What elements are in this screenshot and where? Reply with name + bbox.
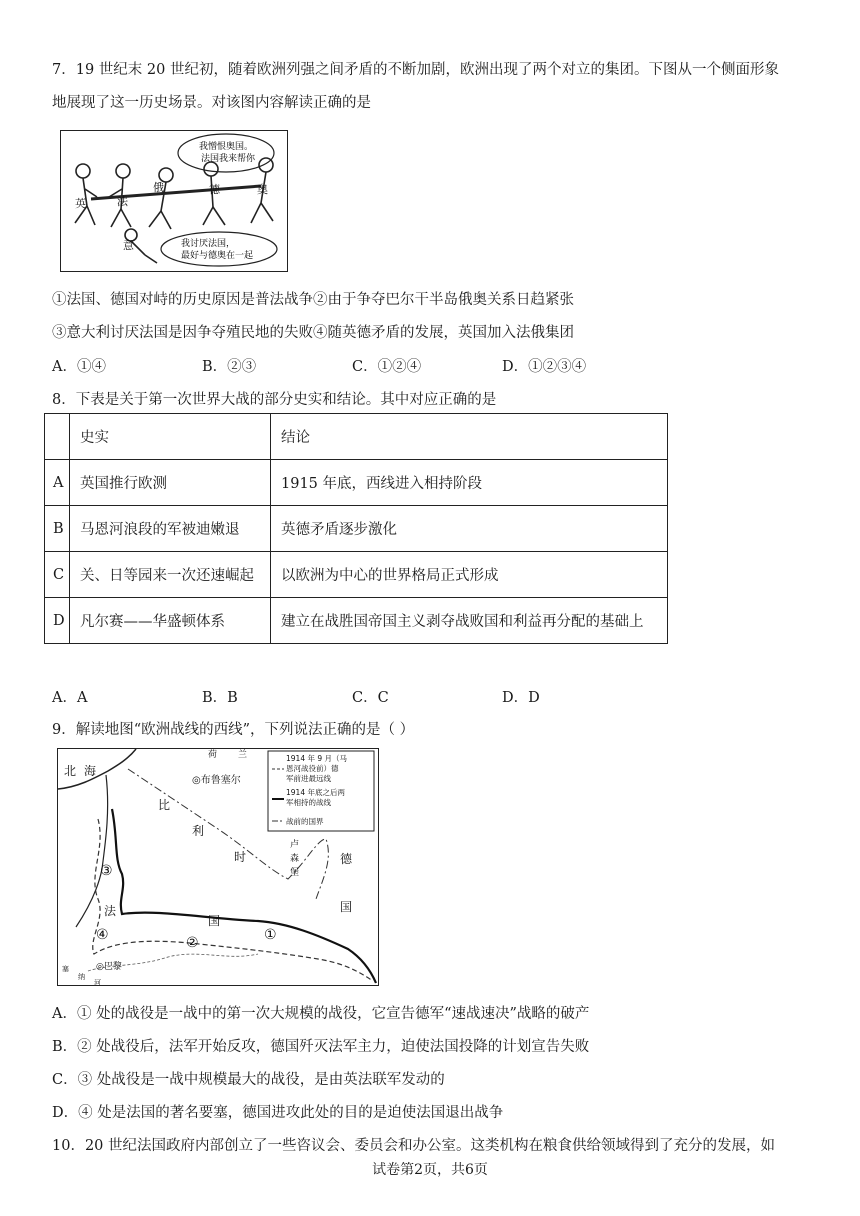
- label-ao: 奥: [257, 183, 268, 196]
- legend-line6: 战前的国界: [286, 817, 324, 826]
- q7-stem-line2: 地展现了这一历史场景。对该图内容解读正确的是: [52, 95, 371, 111]
- bubble-bottom-2: 最好与德奥在一起: [181, 251, 254, 261]
- table-header-cell: 史实: [70, 414, 271, 460]
- marker-1: ①: [264, 927, 277, 943]
- q8-stem: 8．下表是关于第一次世界大战的部分史实和结论。其中对应正确的是: [52, 392, 497, 408]
- label-yi: 意: [123, 239, 134, 252]
- place-bi: 比: [158, 798, 171, 812]
- map-drawing: [58, 749, 378, 985]
- place-guo-fa: 国: [208, 914, 221, 928]
- q7-option-d[interactable]: D．①②③④: [502, 359, 587, 375]
- place-lu: 卢: [290, 840, 300, 850]
- table-row: [45, 598, 668, 644]
- q10-stem-line1: 10．20 世纪法国政府内部创立了一些咨议会、委员会和办公室。这类机构在粮食供给领域得到了充分的发展，如: [52, 1138, 776, 1154]
- row-conclusion: 建立在战胜国帝国主义剥夺战败国和利益再分配的基础上: [271, 598, 668, 644]
- row-conclusion: 以欧洲为中心的世界格局正式形成: [271, 552, 668, 598]
- q9-map: [57, 748, 379, 986]
- label-fa: 法: [117, 195, 128, 208]
- place-he2: 河: [94, 979, 101, 985]
- q7-option-c[interactable]: C．①②④: [352, 359, 422, 375]
- place-lan: 兰: [238, 750, 248, 760]
- legend-line1: 1914 年 9 月（马: [286, 754, 348, 763]
- label-ying: 英: [75, 197, 86, 210]
- q7-cartoon: [60, 130, 288, 272]
- q7-option-a[interactable]: A．①④: [52, 359, 106, 375]
- row-label: D: [45, 598, 70, 644]
- q9-option-c[interactable]: C．③ 处战役是一战中规模最大的战役，是由英法联军发动的: [52, 1072, 445, 1088]
- bubble-top-1: 我憎恨奥国。: [199, 142, 254, 152]
- place-guo-de: 国: [340, 900, 353, 914]
- label-de: 德: [209, 183, 220, 196]
- label-e: 俄: [153, 181, 164, 194]
- legend-line4: 1914 年底之后两: [286, 788, 345, 797]
- q8-option-b[interactable]: B．B: [202, 690, 238, 706]
- q8-option-d[interactable]: D．D: [502, 690, 540, 706]
- row-fact: 凡尔赛——华盛顿体系: [70, 598, 271, 644]
- marker-3: ③: [100, 863, 113, 879]
- place-sai: 塞: [62, 965, 69, 973]
- row-label: A: [45, 460, 70, 506]
- place-sen: 森: [290, 854, 300, 864]
- row-fact: 关、日等园来一次还速崛起: [70, 552, 271, 598]
- q9-option-a[interactable]: A．① 处的战役是一战中的第一次大规模的战役，它宣告德军“速战速决”战略的破产: [52, 1006, 590, 1022]
- place-brussels: ◎布鲁塞尔: [192, 775, 241, 786]
- place-li: 利: [192, 824, 205, 838]
- row-conclusion: 1915 年底，西线进入相持阶段: [271, 460, 668, 506]
- row-conclusion: 英德矛盾逐步激化: [271, 506, 668, 552]
- legend-line3: 军前进最远线: [286, 774, 331, 783]
- place-hai: 海: [84, 764, 97, 778]
- place-bei: 北: [64, 764, 77, 778]
- bubble-top-2: 法国我来帮你: [201, 154, 256, 164]
- q8-table: [44, 413, 668, 644]
- table-row: [45, 460, 668, 506]
- row-label: B: [45, 506, 70, 552]
- q9-stem: 9．解读地图“欧洲战线的西线”，下列说法正确的是（ ）: [52, 722, 415, 738]
- row-fact: 马恩河浪段的军被迪嫩退: [70, 506, 271, 552]
- legend-line5: 军相持的战线: [286, 798, 331, 807]
- q9-option-d[interactable]: D．④ 处是法国的著名要塞，德国进攻此处的目的是迫使法国退出战争: [52, 1105, 504, 1121]
- place-bao: 堡: [290, 868, 300, 878]
- q7-statements-1: ①法国、德国对峙的历史原因是普法战争②由于争夺巴尔干半岛俄奥关系日趋紧张: [52, 292, 574, 308]
- page-footer: 试卷第2页，共6页: [372, 1162, 488, 1178]
- place-na: 纳: [78, 973, 85, 981]
- q9-option-b[interactable]: B．② 处战役后，法军开始反攻，德国歼灭法军主力，迫使法国投降的计划宣告失败: [52, 1039, 590, 1055]
- place-shi: 时: [234, 850, 247, 864]
- place-fa: 法: [104, 904, 117, 918]
- legend-line2: 恩河战役前）德: [286, 764, 339, 773]
- place-paris: ◎巴黎: [96, 962, 122, 972]
- table-header-cell: 结论: [271, 414, 668, 460]
- marker-4: ④: [96, 927, 109, 943]
- place-he: 荷: [208, 750, 218, 760]
- place-de: 德: [340, 852, 353, 866]
- marker-2: ②: [186, 935, 199, 951]
- table-row: [45, 552, 668, 598]
- table-header-cell: [45, 414, 70, 460]
- q7-statements-2: ③意大利讨厌法国是因争夺殖民地的失败④随英德矛盾的发展，英国加入法俄集团: [52, 325, 574, 341]
- q8-option-c[interactable]: C．C: [352, 690, 389, 706]
- row-label: C: [45, 552, 70, 598]
- table-header-row: [45, 414, 668, 460]
- q7-stem-line1: 7．19 世纪末 20 世纪初，随着欧洲列强之间矛盾的不断加剧，欧洲出现了两个对立的集团。下图从一个侧面形象: [52, 62, 779, 78]
- table-row: [45, 506, 668, 552]
- cartoon-drawing: [61, 131, 287, 271]
- bubble-bottom-1: 我讨厌法国，: [181, 239, 236, 249]
- q8-option-a[interactable]: A．A: [52, 690, 88, 706]
- row-fact: 英国推行欧测: [70, 460, 271, 506]
- q7-option-b[interactable]: B．②③: [202, 359, 257, 375]
